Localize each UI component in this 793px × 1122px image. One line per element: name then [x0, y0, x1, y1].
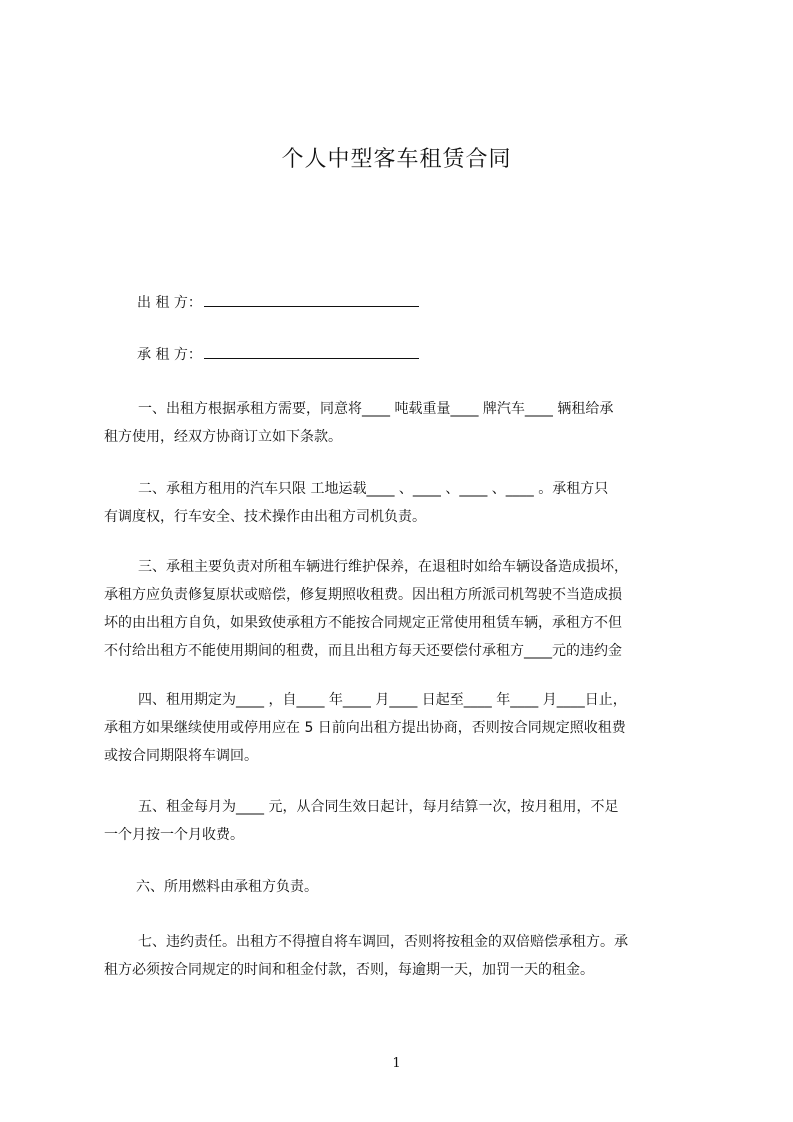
- lessor-blank: [204, 292, 419, 307]
- lessee-blank: [204, 344, 419, 359]
- clause-4-line-1: 四、租用期定为____ ，自____ 年____ 月____ 日起至____ 年____ 月____日止，: [138, 692, 627, 708]
- clause-3-line-3: 坏的由出租方自负，如果致使承租方不能按合同规定正常使用租赁车辆，承租方不但: [104, 615, 622, 631]
- clause-4: [104, 686, 704, 770]
- clause-3-line-1: 三、承租主要负责对所租车辆进行维护保养，在退租时如给车辆设备造成损坏，: [138, 559, 628, 575]
- clause-3-line-4: 不付给出租方不能使用期间的租费，而且出租方每天还要偿付承租方____元的违约金: [104, 643, 622, 659]
- clause-3-line-2: 承租方应负责修复原状或赔偿，修复期照收租费。因出租方所派司机驾驶不当造成损: [104, 587, 622, 603]
- clause-6-line-1: 六、所用燃料由承租方负责。: [136, 879, 318, 895]
- document-title: 个人中型客车租赁合同: [281, 147, 512, 172]
- clause-1-line-2: 租方使用，经双方协商订立如下条款。: [104, 429, 342, 445]
- clause-4-line-2: 承租方如果继续使用或停用应在 5 日前向出租方提出协商，否则按合同规定照收租费: [104, 720, 626, 736]
- clause-2-line-1: 二、承租方租用的汽车只限 工地运载____ 、____ 、____ 、____ 。承租方只: [138, 481, 609, 497]
- clause-7-line-1: 七、违约责任。出租方不得擅自将车调回，否则将按租金的双倍赔偿承租方。承: [138, 934, 628, 950]
- clause-4-line-3: 或按合同期限将车调回。: [104, 748, 258, 764]
- clause-2-line-2: 有调度权，行车安全、技术操作由出租方司机负责。: [104, 509, 426, 525]
- lessee-field: [137, 344, 419, 365]
- clause-3: [104, 553, 704, 665]
- lessee-label: 承 租 方：: [137, 347, 202, 363]
- clause-7-line-2: 租方必须按合同规定的时间和租金付款，否则，每逾期一天，加罚一天的租金。: [104, 962, 594, 978]
- clause-1: [104, 395, 704, 451]
- clause-5-line-2: 一个月按一个月收费。: [104, 827, 244, 843]
- clause-7: [104, 928, 704, 984]
- lessor-label: 出 租 方：: [137, 295, 202, 311]
- lessor-field: [137, 292, 419, 313]
- clause-5: [104, 793, 704, 849]
- page-number: 1: [392, 1056, 401, 1071]
- clause-2: [104, 475, 704, 531]
- clause-5-line-1: 五、租金每月为____ 元，从合同生效日起计，每月结算一次，按月租用，不足: [138, 799, 619, 815]
- clause-1-line-1: 一、出租方根据承租方需要，同意将____ 吨载重量____ 牌汽车____ 辆租给承: [138, 401, 614, 417]
- clause-6: [104, 873, 704, 901]
